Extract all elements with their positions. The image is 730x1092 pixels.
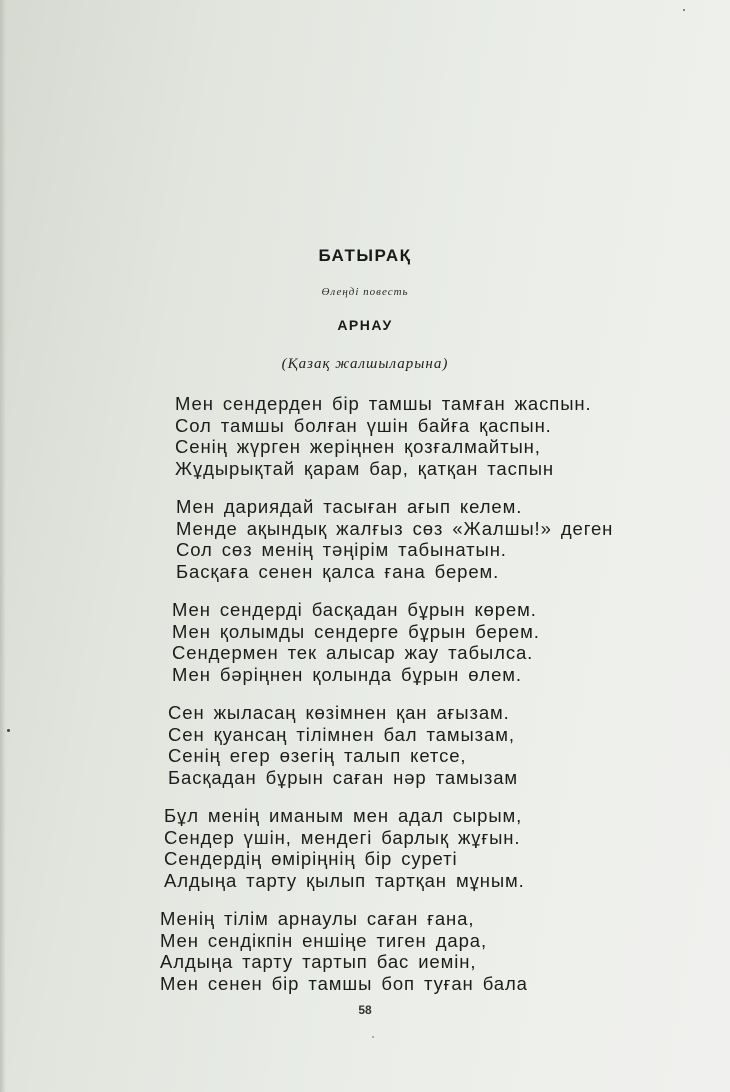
poem-line: Сен жыласаң көзімнен қан ағызам.: [168, 702, 510, 723]
stanza: [172, 599, 675, 685]
scan-speck: [372, 1036, 374, 1038]
stanza: [160, 908, 675, 994]
poem-line: Сендермен тек алысар жау табылса.: [172, 642, 534, 663]
stanza: [176, 496, 675, 582]
poem-line: Мен сендікпін еншіңе тиген дара,: [160, 929, 487, 951]
poem-line: Менде ақындық жалғыз сөз «Жалшы!» деген: [176, 517, 614, 539]
poem-subtitle: Өлеңді повесть: [321, 286, 409, 298]
poem-line: Бұл менің иманым мен адал сырым,: [164, 805, 523, 826]
poem-line: Мен дариядай тасыған ағып келем.: [176, 496, 523, 517]
dedication: (Қазақ жалшыларына): [281, 356, 449, 372]
poem-line: Сенің егер өзегің талып кетсе,: [168, 745, 467, 766]
poem-line: Сендер үшін, мендегі барлық жұғын.: [164, 826, 521, 848]
poem-line: Сендердің өміріңнің бір суреті: [164, 848, 458, 869]
poem-body: [160, 393, 675, 1011]
stanza: [164, 805, 675, 891]
poem-line: Мен бәріңнен қолында бұрын өлем.: [172, 663, 522, 685]
poem-line: Алдыңа тарту тартып бас иемін,: [160, 951, 477, 972]
poem-line: Басқаға сенен қалса ғана берем.: [176, 560, 500, 582]
poem-line: Сенің жүрген жеріңнен қозғалмайтын,: [175, 436, 541, 457]
poem-line: Басқадан бұрын саған нәр тамызам: [168, 766, 519, 788]
poem-line: Мен сендерден бір тамшы тамған жаспын.: [175, 393, 592, 414]
poem-line: Менің тілім арнаулы саған ғана,: [160, 908, 475, 929]
poem-line: Жұдырықтай қарам бар, қатқан таспын: [175, 457, 555, 479]
stanza: [168, 702, 675, 788]
poem-line: Сен қуансаң тілімнен бал тамызам,: [168, 723, 515, 745]
scan-speck: [683, 9, 685, 11]
poem-line: Сол сөз менің тәңірім табынатын.: [176, 539, 507, 560]
poem-line: Мен сенен бір тамшы боп туған бала: [160, 972, 528, 994]
poem-title: БАТЫРАҚ: [318, 246, 412, 265]
poem-line: Мен сендерді басқадан бұрын көрем.: [172, 599, 537, 620]
poem-line: Сол тамшы болған үшін байға қаспын.: [175, 414, 552, 436]
page-number: 58: [358, 1003, 372, 1017]
section-title: АРНАУ: [337, 317, 393, 333]
poem-line: Мен қолымды сендерге бұрын берем.: [172, 620, 540, 642]
poem-line: Алдыңа тарту қылып тартқан мұным.: [164, 869, 525, 891]
stanza: [175, 393, 675, 479]
scan-speck: [7, 729, 10, 732]
